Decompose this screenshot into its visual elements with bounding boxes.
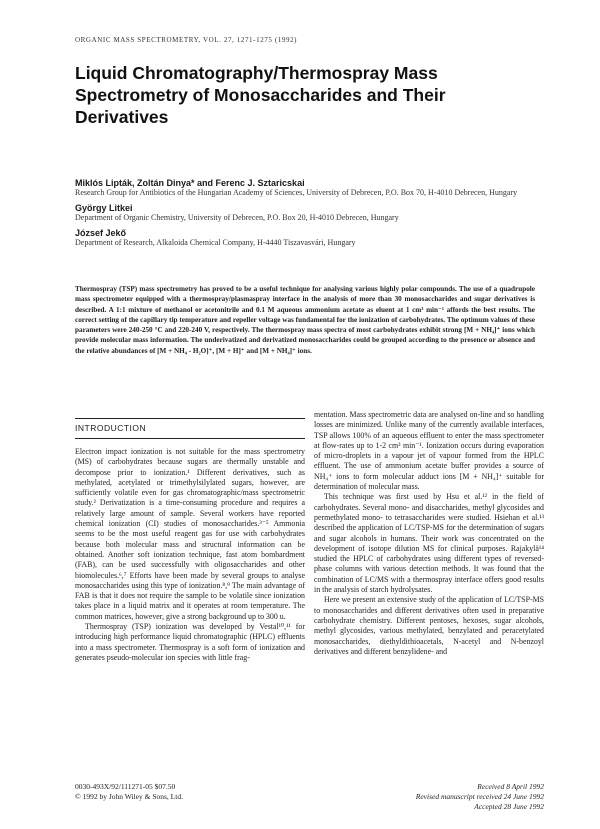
paragraph: Electron impact ionization is not suitable for the mass spectrometry (MS) of carbohydrates because sugars are thermally unstable and decompose prior to ionization.¹ Different derivatives, such as methylated, acetylated or trimethylsilylated sugars, however, are sufficiently volatile even for gas chromatographic/mass spectrometric study.² Derivatization is a time-consuming procedure and requires a relatively large amount of sample. Several workers have reported chemical ionization (CI) studies of monosaccharides.³⁻⁵ Ammonia seems to be the most useful reagent gas for use with carbohydrates because both molecular mass and structural information can be obtained. Another soft ionization technique, fast atom bombardment (FAB), can be used successfully with oligosaccharides and other biomolecules.⁶,⁷ Efforts have been made by several groups to analyse monosaccharides using this type of ionization.⁸,⁹ The main advantage of FAB is that it does not require the sample to be volatile since ionization takes place in a liquid matrix and it operates at room temperature. The common matrices, however, give a strong background up to 300 u.	[75, 447, 305, 621]
revised-date: Revised manuscript received 24 June 1992	[415, 792, 544, 801]
author-names: Miklós Lipták, Zoltán Dinya* and Ferenc J. Sztaricskai	[75, 178, 305, 188]
footer-dates	[314, 782, 544, 812]
footer-publication-info	[75, 782, 305, 802]
left-column	[75, 447, 305, 663]
author-block	[75, 178, 545, 198]
right-column	[314, 410, 544, 657]
author-affiliation: Research Group for Antibiotics of the Hungarian Academy of Sciences, University of Debrecen, P.O. Box 70, H-4010 Debrecen, Hungary	[75, 188, 518, 197]
author-names: József Jekő	[75, 228, 127, 238]
received-date: Received 8 April 1992	[477, 782, 544, 791]
paragraph: Thermospray (TSP) ionization was developed by Vestal¹⁰,¹¹ for introducing high performance liquid chromatographic (HPLC) effluents into a mass spectrometer. Thermospray is a soft form of ionization and generates pseudo-molecular ion species with little frag-	[75, 622, 305, 662]
author-affiliation: Department of Organic Chemistry, University of Debrecen, P.O. Box 20, H-4010 Debrecen, Hungary	[75, 213, 399, 222]
author-block	[75, 203, 545, 223]
paragraph: Here we present an extensive study of the application of LC/TSP-MS to monosaccharides and different derivatives often used in preparative carbohydrate chemistry. Different pentoses, hexoses, sugar alcohols, methyl glycosides, various methylated, benzylated and peracetylated monosaccharides, diethyldithioacetals, N-acetyl and N-benzoyl derivatives and different benzylidene- and	[314, 595, 544, 656]
abstract: Thermospray (TSP) mass spectrometry has proved to be a useful technique for analysing various highly polar compounds. The use of a quadrupole mass spectrometer equipped with a thermospray/plasmaspray interface in the analysis of more than 30 monosaccharides and sugar derivatives is described. A 1:1 mixture of methanol or acetonitrile and 0.1 M aqueous ammonium acetate as eluent at 1 cm³ min⁻¹ affords the best results. The correct setting of the capillary tip temperature and repeller voltage was fundamental for the ionization of carbohydrates. The optimum values of these parameters were 240-250 °C and 220-240 V, respectively. The thermospray mass spectra of most carbohydrates exhibit strong [M + NH₄]⁺ ions which provide molecular mass information. The underivatized and derivatized monosaccharides could be grouped according to the presence or absence and the relative abundances of [M + NH₄ - H₂O]⁺, [M + H]⁺ and [M + NH₄]⁺ ions.	[75, 285, 535, 355]
author-list	[75, 178, 545, 253]
section-heading: INTRODUCTION	[75, 418, 305, 439]
paragraph: mentation. Mass spectrometric data are analysed on-line and so handling losses are minimized. Unlike many of the currently available interfaces, TSP allows 100% of an aqueous effluent to enter the mass spectrometer at flow-rates up to 1-2 cm³ min⁻¹. Ionization occurs during evaporation of micro-droplets in a vapour jet of vapour formed from the HPLC effluent. The use of ammonium acetate buffer provides a source of NH₄⁺ ions to form molecular adduct ions [M + NH₄]⁺ suitable for determination of molecular mass.	[314, 410, 544, 492]
author-affiliation: Department of Research, Alkaloida Chemical Company, H-4440 Tiszavasvári, Hungary	[75, 238, 356, 247]
issn-code: 0030-493X/92/111271-05 $07.50	[75, 782, 176, 791]
copyright: © 1992 by John Wiley & Sons, Ltd.	[75, 792, 183, 801]
author-block	[75, 228, 545, 248]
accepted-date: Accepted 28 June 1992	[474, 802, 544, 811]
author-names: György Litkei	[75, 203, 133, 213]
article-title: Liquid Chromatography/Thermospray Mass Spectrometry of Monosaccharides and Their Derivatives	[75, 63, 446, 127]
journal-header: ORGANIC MASS SPECTROMETRY, VOL. 27, 1271-1275 (1992)	[75, 36, 298, 44]
paragraph: This technique was first used by Hsu et al.¹² in the field of carbohydrates. Several mono- and disaccharides, methyl glycosides and permethylated mono- to tetrasaccharides were studied. Hsiehan et al.¹³ described the application of LC/TSP-MS for the determination of sugars and sugar alcohols in humans. Their work was concentrated on the development of isotope dilution MS for clinical purposes. Rajakylä¹⁴ studied the HPLC of carbohydrates using different types of reversed-phase columns with various detection methods. It was found that the combination of LC/MS with a thermospray interface offers good results in the analysis of starch hydrolysates.	[314, 492, 544, 595]
